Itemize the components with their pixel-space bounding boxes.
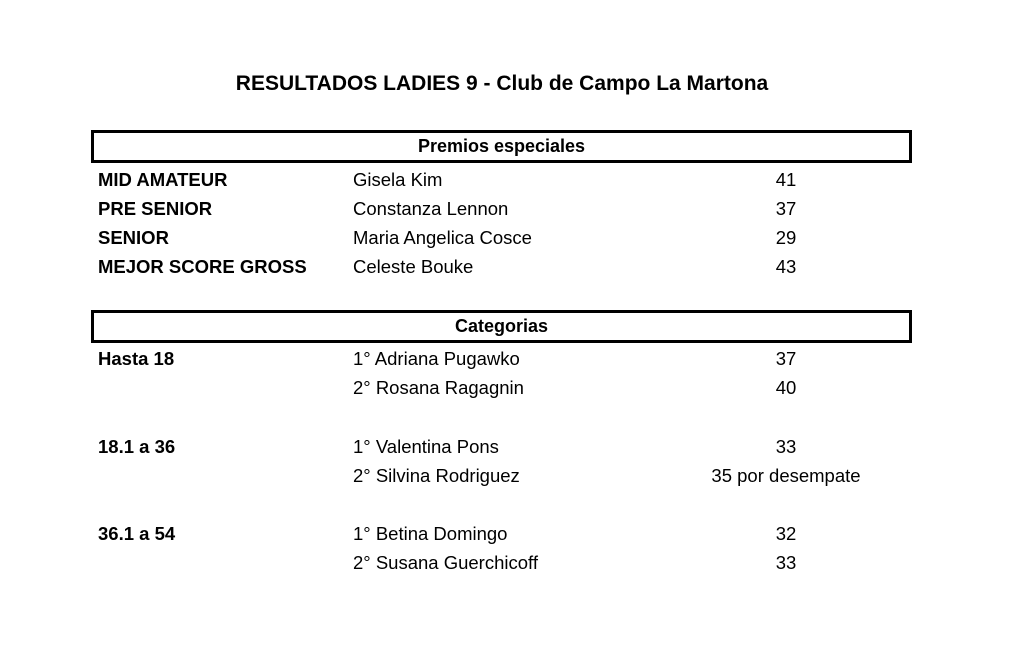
player-name: 1° Valentina Pons — [353, 436, 499, 457]
player-score: 37 — [775, 348, 797, 369]
special-row — [0, 223, 1024, 252]
category-row — [0, 432, 1024, 461]
category-row — [0, 548, 1024, 577]
category-row — [0, 344, 1024, 373]
player-score: 41 — [775, 169, 797, 190]
section-header-special-prizes: Premios especiales — [91, 130, 912, 163]
player-name: Gisela Kim — [353, 169, 443, 190]
player-score: 37 — [775, 198, 797, 219]
player-score: 33 — [775, 436, 797, 457]
player-score: 29 — [775, 227, 797, 248]
special-row — [0, 252, 1024, 281]
player-name: Maria Angelica Cosce — [353, 227, 532, 248]
player-name: 2° Rosana Ragagnin — [353, 377, 524, 398]
category-row — [0, 519, 1024, 548]
player-score: 40 — [775, 377, 797, 398]
category-label: 36.1 a 54 — [98, 523, 176, 544]
category-row — [0, 461, 1024, 490]
category-label: Hasta 18 — [98, 348, 175, 369]
section-header-categories: Categorias — [91, 310, 912, 343]
category-label: 18.1 a 36 — [98, 436, 176, 457]
player-name: Celeste Bouke — [353, 256, 474, 277]
player-score: 32 — [775, 523, 797, 544]
prize-category-label: PRE SENIOR — [98, 198, 213, 219]
special-row — [0, 165, 1024, 194]
player-name: 1° Betina Domingo — [353, 523, 508, 544]
prize-category-label: SENIOR — [98, 227, 169, 248]
player-name: Constanza Lennon — [353, 198, 509, 219]
player-name: 1° Adriana Pugawko — [353, 348, 520, 369]
player-score: 33 — [775, 552, 797, 573]
category-row — [0, 373, 1024, 402]
prize-category-label: MEJOR SCORE GROSS — [98, 256, 307, 277]
page-title: RESULTADOS LADIES 9 - Club de Campo La Martona — [235, 72, 769, 95]
player-name: 2° Susana Guerchicoff — [353, 552, 538, 573]
prize-category-label: MID AMATEUR — [98, 169, 228, 190]
player-name: 2° Silvina Rodriguez — [353, 465, 520, 486]
player-score: 43 — [775, 256, 797, 277]
special-row — [0, 194, 1024, 223]
player-score: 35 por desempate — [711, 465, 861, 486]
